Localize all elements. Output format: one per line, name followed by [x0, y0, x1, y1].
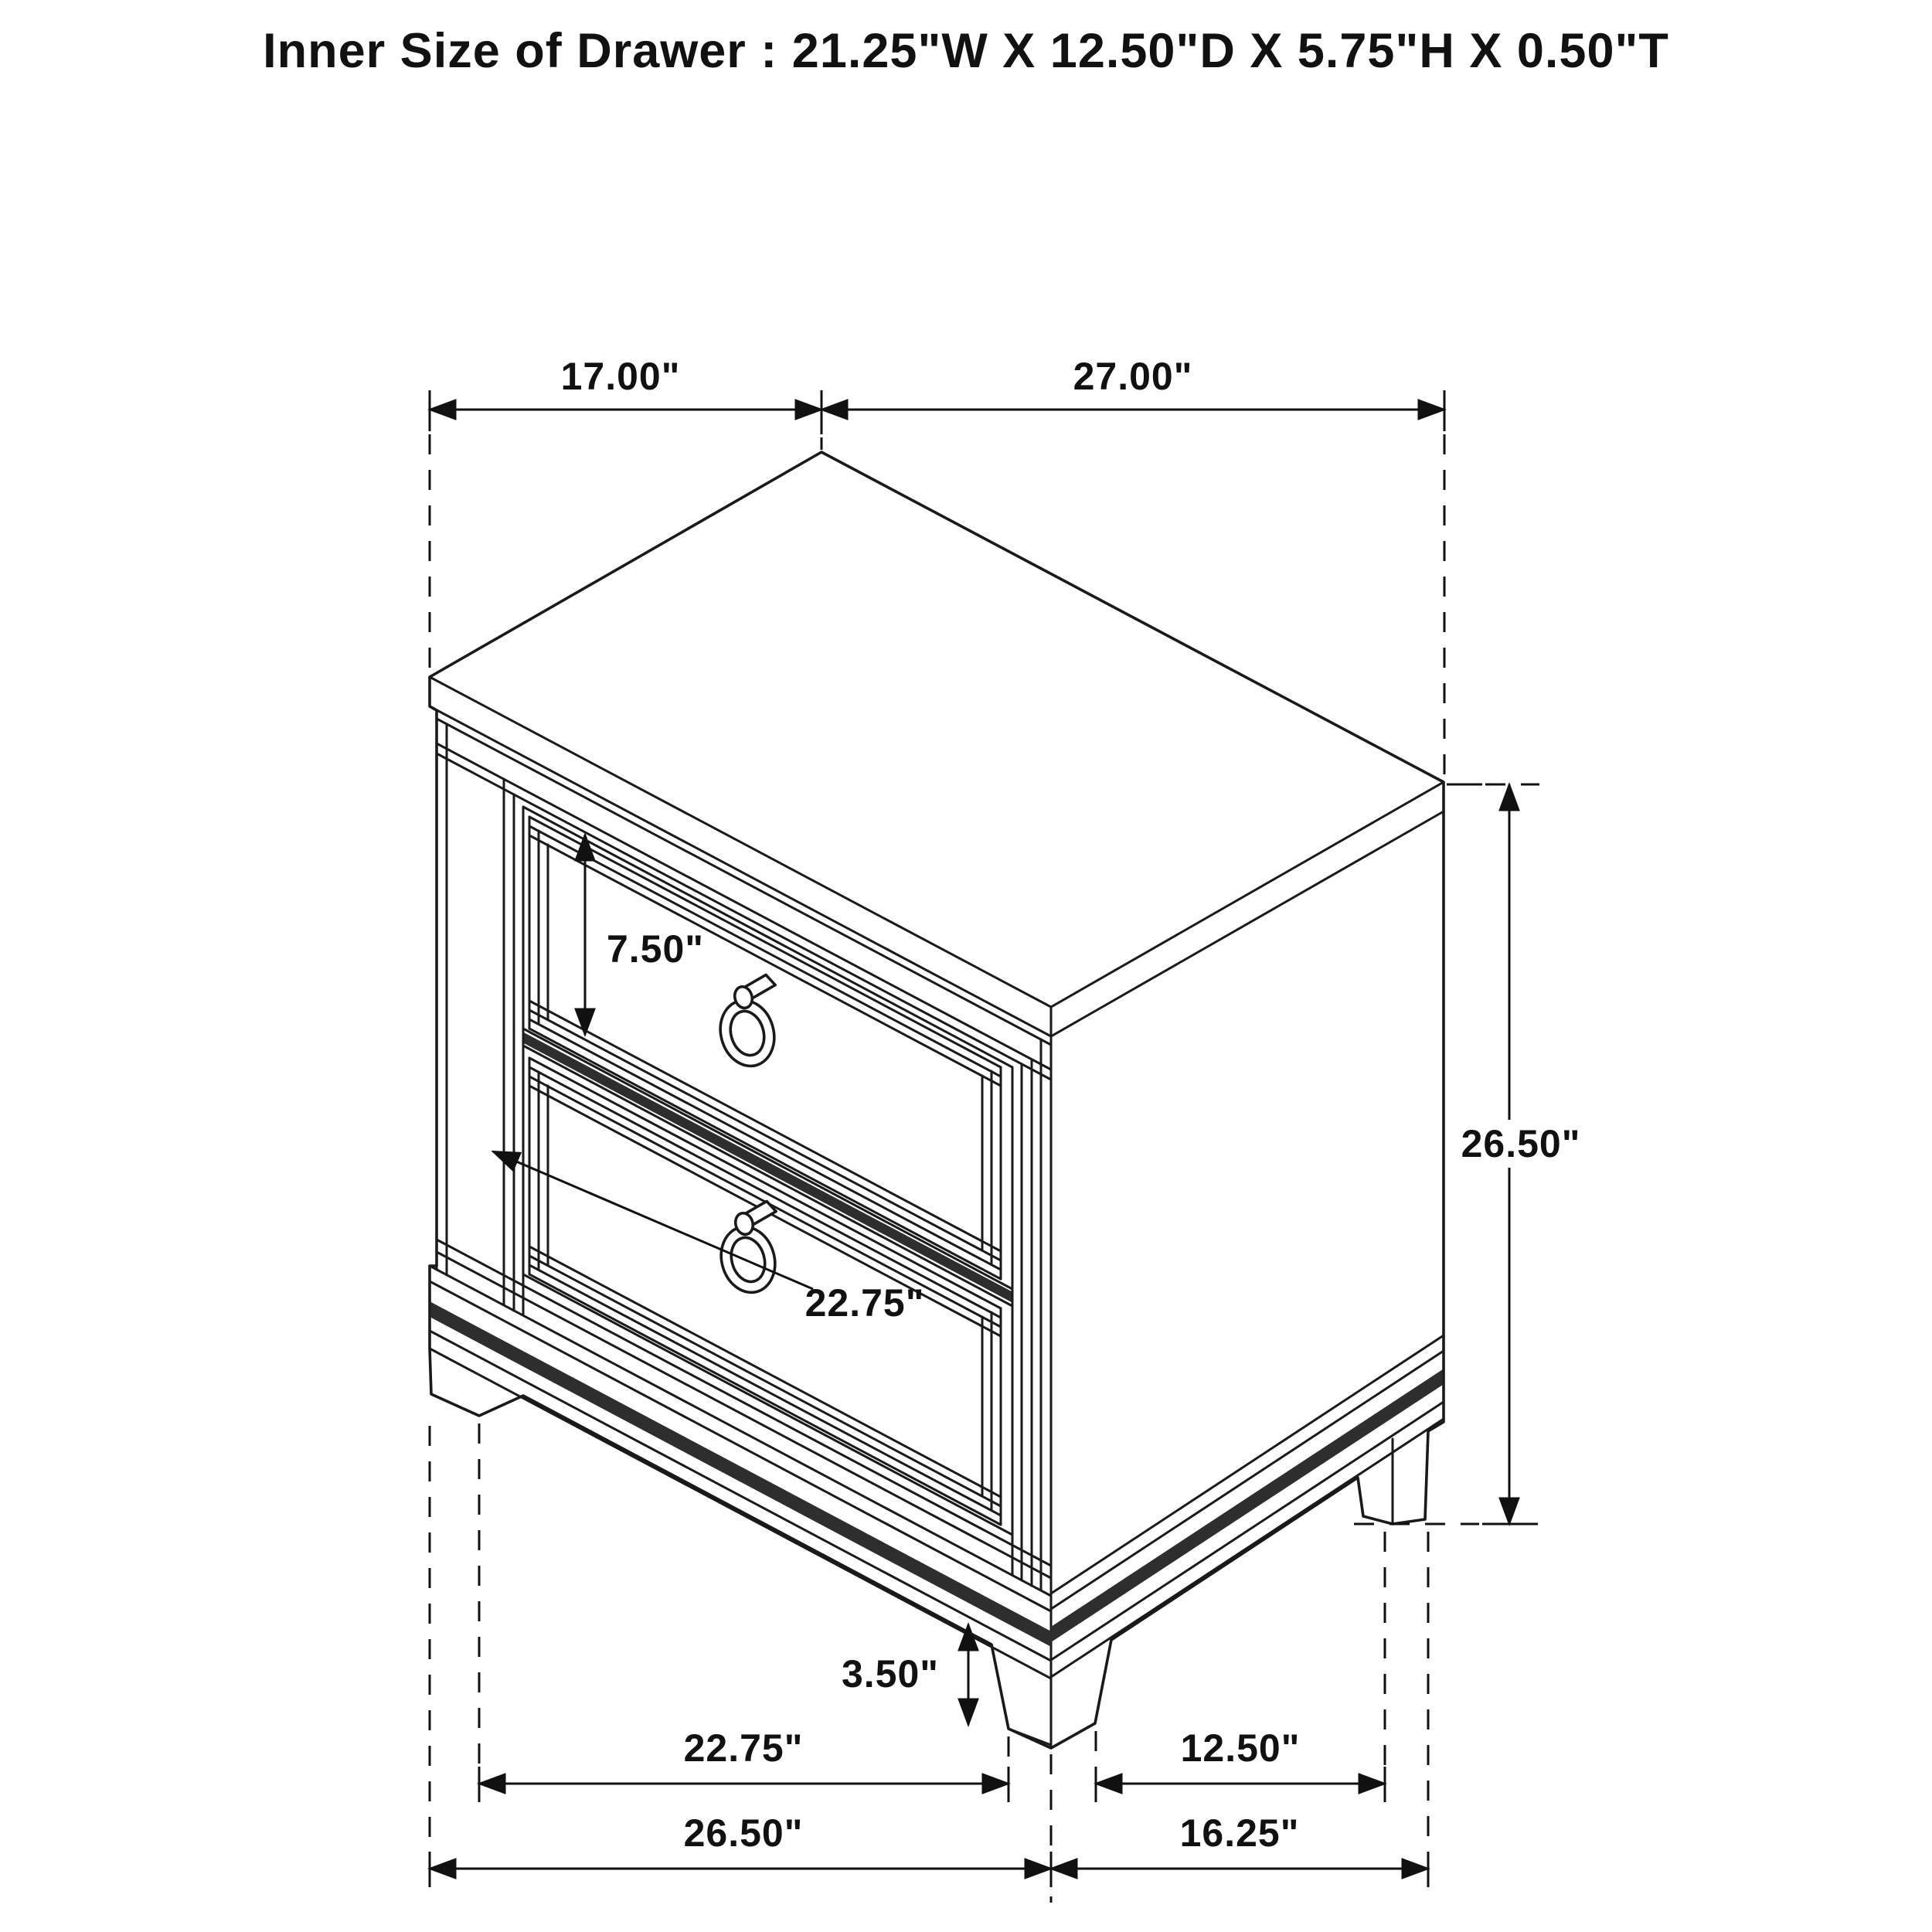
- dim-label-bottom-front-inner: 22.75": [683, 1726, 804, 1770]
- nightstand-outline: [430, 452, 1444, 1748]
- dim-label-overall-height: 26.50": [1454, 1120, 1589, 1168]
- dim-label-top-width: 27.00": [1073, 355, 1193, 398]
- dim-label-opening-height: 7.50": [606, 927, 705, 971]
- dim-label-drawer-width: 22.75": [804, 1281, 925, 1325]
- dim-label-bottom-front-total: 26.50": [683, 1811, 804, 1855]
- dim-label-leg-height: 3.50": [841, 1652, 940, 1696]
- dim-label-top-depth: 17.00": [560, 355, 681, 398]
- dim-label-bottom-side-total: 16.25": [1179, 1811, 1300, 1855]
- page-title: Inner Size of Drawer : 21.25"W X 12.50"D X 5.75"H X 0.50"T: [263, 24, 1669, 78]
- dim-label-bottom-side-inner: 12.50": [1180, 1726, 1301, 1770]
